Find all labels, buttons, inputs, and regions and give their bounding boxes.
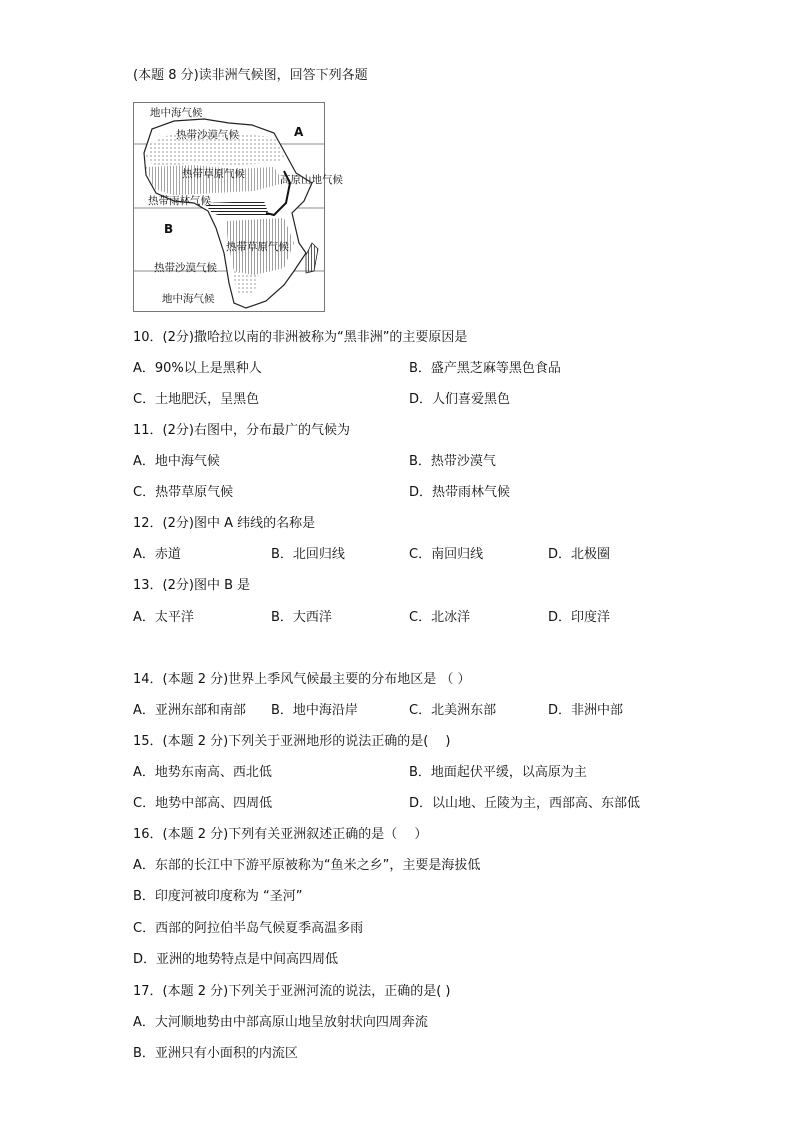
madagascar [306, 243, 318, 273]
question-10-option-c: C．土地肥沃，呈黑色 [133, 392, 260, 407]
map-graphic [134, 103, 343, 311]
label-desert-north: 热带沙漠气候 [176, 129, 239, 141]
question-16-option-b: B．印度河被印度称为 “圣河” [133, 889, 303, 904]
question-11-option-d: D．热带雨林气候 [409, 485, 511, 500]
label-rainforest: 热带雨林气候 [148, 195, 211, 207]
question-17-option-b: B．亚洲只有小面积的内流区 [133, 1046, 298, 1061]
question-17-stem: 17．(本题 2 分)下列关于亚洲河流的说法，正确的是( ) [133, 984, 451, 999]
question-11-stem: 11．(2分)右图中，分布最广的气候为 [133, 423, 350, 438]
question-15-option-b: B．地面起伏平缓，以高原为主 [409, 765, 587, 780]
question-16-option-d: D．亚洲的地势特点是中间高四周低 [133, 952, 339, 967]
label-a: A [294, 125, 304, 139]
question-12-option-d: D．北极圈 [548, 547, 611, 562]
question-13-option-b: B．大西洋 [271, 610, 332, 625]
africa-climate-map [133, 102, 343, 312]
label-highland: 高原山地气候 [280, 174, 343, 186]
question-13-option-d: D．印度洋 [548, 610, 611, 625]
question-10-option-d: D．人们喜爱黑色 [409, 392, 511, 407]
question-15-option-a: A．地势东南高、西北低 [133, 765, 272, 780]
question-16-option-a: A．东部的长江中下游平原被称为“鱼米之乡”，主要是海拔低 [133, 858, 481, 873]
question-14-option-c: C．北美洲东部 [409, 703, 497, 718]
question-10-option-a: A．90%以上是黑种人 [133, 361, 262, 376]
question-15-stem: 15．(本题 2 分)下列关于亚洲地形的说法正确的是( ) [133, 734, 451, 749]
intro-text: (本题 8 分)读非洲气候图，回答下列各题 [133, 68, 368, 83]
label-b: B [164, 222, 174, 236]
question-16-stem: 16．(本题 2 分)下列有关亚洲叙述正确的是（ ） [133, 827, 428, 842]
question-12-option-b: B．北回归线 [271, 547, 345, 562]
question-13-option-c: C．北冰洋 [409, 610, 471, 625]
question-14-option-d: D．非洲中部 [548, 703, 624, 718]
question-14-stem: 14．(本题 2 分)世界上季风气候最主要的分布地区是 （ ） [133, 672, 471, 687]
question-17-option-a: A．大河顺地势由中部高原山地呈放射状向四周奔流 [133, 1015, 428, 1030]
question-10-stem: 10．(2分)撒哈拉以南的非洲被称为“黑非洲”的主要原因是 [133, 330, 468, 345]
label-med-north: 地中海气候 [150, 107, 203, 119]
question-12-option-c: C．南回归线 [409, 547, 484, 562]
label-desert-south: 热带沙漠气候 [154, 262, 217, 274]
label-med-south: 地中海气候 [162, 293, 215, 305]
question-12-stem: 12．(2分)图中 A 纬线的名称是 [133, 516, 316, 531]
question-10-option-b: B．盛产黑芝麻等黑色食品 [409, 361, 561, 376]
question-13-stem: 13．(2分)图中 B 是 [133, 578, 251, 593]
question-14-option-a: A．亚洲东部和南部 [133, 703, 246, 718]
question-11-option-b: B．热带沙漠气 [409, 454, 496, 469]
question-13-option-a: A．太平洋 [133, 610, 194, 625]
label-savanna-north: 热带草原气候 [182, 168, 245, 180]
question-14-option-b: B．地中海沿岸 [271, 703, 358, 718]
question-11-option-c: C．热带草原气候 [133, 485, 234, 500]
question-11-option-a: A．地中海气候 [133, 454, 220, 469]
label-savanna-south: 热带草原气候 [226, 241, 289, 253]
question-15-option-d: D．以山地、丘陵为主，西部高、东部低 [409, 796, 641, 811]
question-12-option-a: A．赤道 [133, 547, 181, 562]
question-15-option-c: C．地势中部高、四周低 [133, 796, 273, 811]
question-16-option-c: C．西部的阿拉伯半岛气候夏季高温多雨 [133, 921, 364, 936]
